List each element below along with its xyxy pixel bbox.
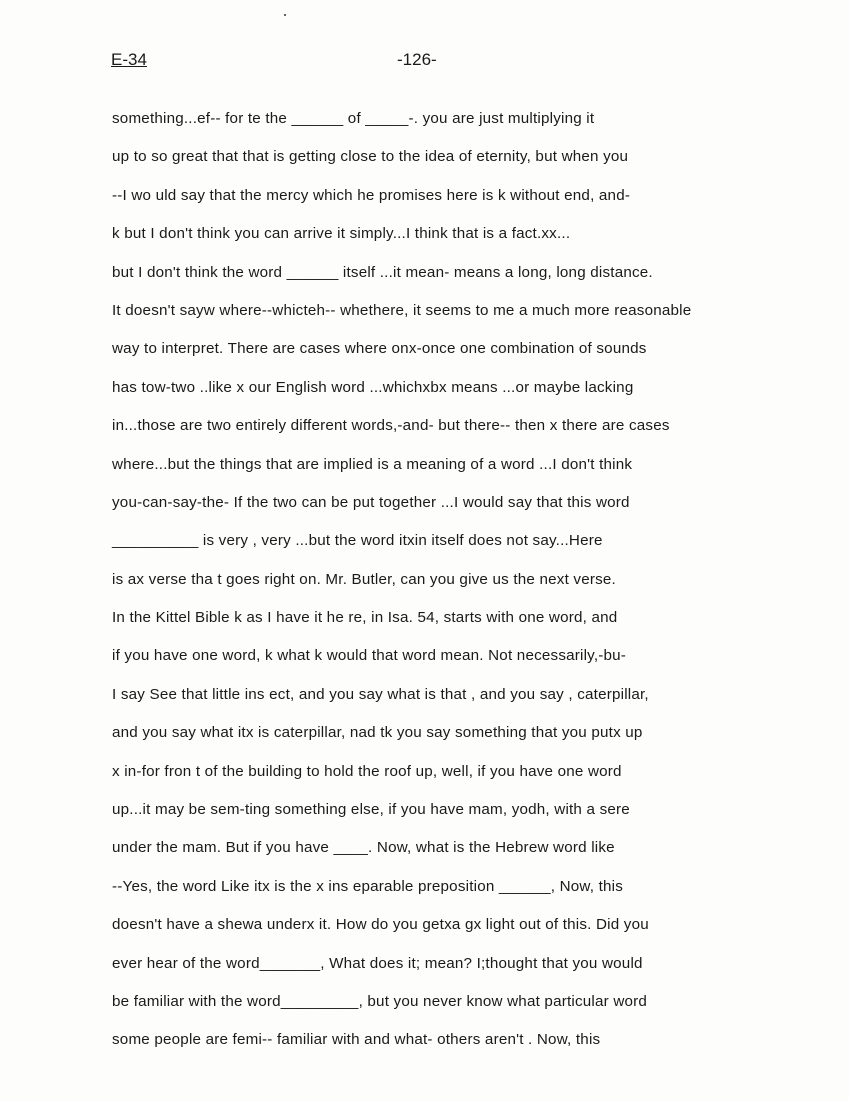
text-line: up to so great that that is getting close to the idea of eternity, but when you xyxy=(112,148,629,166)
text-line: where...but the things that are implied is a meaning of a word ...I don't think xyxy=(112,455,633,473)
text-line: if you have one word, k what k would that word mean. Not necessarily,-bu- xyxy=(112,647,627,665)
text-line: in...those are two entirely different words,-and- but there-- then x there are cases xyxy=(112,417,670,435)
text-line: under the mam. But if you have ____. Now, what is the Hebrew word like xyxy=(112,839,615,857)
ink-speck xyxy=(284,14,286,16)
text-line: x in-for fron t of the building to hold the roof up, well, if you have one word xyxy=(112,762,622,780)
page-number: -126- xyxy=(397,50,437,69)
transcript-body xyxy=(112,108,812,1068)
text-line: some people are femi-- familiar with and what- others aren't . Now, this xyxy=(112,1031,601,1049)
text-line: way to interpret. There are cases where onx-once one combination of sounds xyxy=(112,340,647,358)
text-line: has tow-two ..like x our English word ...whichxbx means ...or maybe lacking xyxy=(112,378,634,396)
text-line: I say See that little ins ect, and you say what is that , and you say , caterpillar, xyxy=(112,685,649,703)
text-line: __________ is very , very ...but the word itxin itself does not say...Here xyxy=(112,532,603,550)
text-line: something...ef-- for te the ______ of _____-. you are just multiplying it xyxy=(112,110,595,127)
text-line: It doesn't sayw where--whicteh-- whethere, it seems to me a much more reasonable xyxy=(112,301,692,319)
text-line: In the Kittel Bible k as I have it he re, in Isa. 54, starts with one word, and xyxy=(112,609,618,627)
text-line: --Yes, the word Like itx is the x ins eparable preposition ______, Now, this xyxy=(112,877,624,895)
text-line: but I don't think the word ______ itself ...it mean- means a long, long distance. xyxy=(112,263,653,281)
text-line: is ax verse tha t goes right on. Mr. Butler, can you give us the next verse. xyxy=(112,570,616,588)
text-line: you-can-say-the- If the two can be put together ...I would say that this word xyxy=(112,493,630,511)
text-line: doesn't have a shewa underx it. How do you getxa gx light out of this. Did you xyxy=(112,916,649,934)
text-line: be familiar with the word_________, but you never know what particular word xyxy=(112,992,648,1010)
text-line: and you say what itx is caterpillar, nad tk you say something that you putx up xyxy=(112,724,643,742)
document-code: E-34 xyxy=(111,50,147,69)
text-line: ever hear of the word_______, What does it; mean? I;thought that you would xyxy=(112,954,643,972)
text-line: k but I don't think you can arrive it simply...I think that is a fact.xx... xyxy=(112,225,571,243)
text-line: --I wo uld say that the mercy which he promises here is k without end, and- xyxy=(112,186,631,204)
text-line: up...it may be sem-ting something else, if you have mam, yodh, with a sere xyxy=(112,801,630,819)
